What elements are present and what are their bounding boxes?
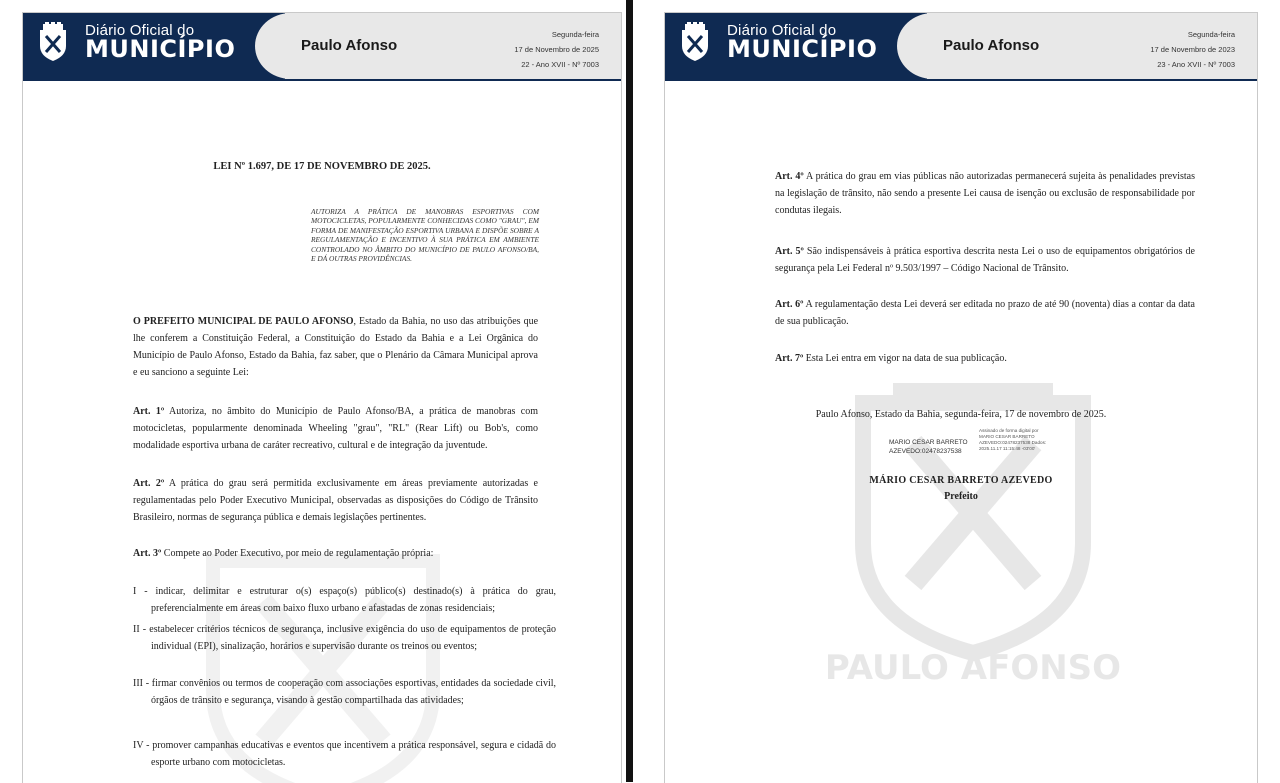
- preamble: [133, 313, 538, 381]
- issue-info: [1150, 27, 1235, 72]
- header-banner: [23, 13, 621, 79]
- issue-weekday: Segunda-feira: [551, 30, 599, 39]
- issue-edition: 23 - Ano XVII - Nº 7003: [1157, 60, 1235, 69]
- article-3-text: Compete ao Poder Executivo, por meio de regulamentação própria:: [161, 548, 434, 559]
- list-item: I - indicar, delimitar e estruturar o(s) espaço(s) público(s) destinado(s) à prática do grau, preferencialmente em áreas com baixo fluxo urbano e afastadas de zonas residenciais;: [133, 586, 556, 614]
- brand-main-text: MUNICÍPIO: [727, 35, 878, 63]
- article-2-text: A prática do grau será permitida exclusivamente em áreas previamente autorizadas e regulamentadas pelo Poder Executivo Municipal, observadas as disposições do Código de Trânsito Brasileiro, normas de segurança pública e demais legislações pertinentes.: [133, 478, 538, 523]
- article-6-label: Art. 6º: [775, 299, 804, 310]
- article-4-label: Art. 4º: [775, 171, 804, 182]
- right-page: [664, 12, 1258, 783]
- article-6: [775, 296, 1195, 330]
- brand-top-text: Diário Oficial do: [727, 22, 837, 39]
- article-7: [775, 350, 1195, 367]
- city-crest-icon: [37, 22, 69, 62]
- issue-date: 17 de Novembro de 2025: [514, 45, 599, 54]
- banner-brand-area: [23, 13, 285, 79]
- list-item: III - firmar convênios ou termos de cooperação com associações esportivas, entidades da sociedade civil, órgãos de trânsito e segurança, visando à gestão compartilhada das atividades;: [133, 678, 556, 706]
- preamble-text: , Estado da Bahia, no uso das atribuições que lhe conferem a Constituição Federal, a Constituição do Estado da Bahia e a Lei Orgânica do Município de Paulo Afonso, Estado da Bahia, faz saber, que o Plenário da Câmara Municipal aprova e eu sanciono a seguinte Lei:: [133, 316, 539, 378]
- article-1-label: Art. 1º: [133, 406, 165, 417]
- left-page: [22, 12, 622, 783]
- article-1: [133, 403, 538, 454]
- left-page-body: [23, 81, 621, 783]
- issue-edition: 22 - Ano XVII - Nº 7003: [521, 60, 599, 69]
- issue-weekday: Segunda-feira: [1187, 30, 1235, 39]
- brand-top-text: Diário Oficial do: [85, 22, 195, 39]
- signer-role: Prefeito: [944, 491, 978, 502]
- signature-name: MARIO CESAR BARRETO AZEVEDO:02478237538: [889, 439, 968, 455]
- list-item: IV - promover campanhas educativas e eventos que incentivem a prática responsável, segura e cidadã do esporte urbano com motocicletas.: [133, 740, 556, 768]
- article-2-label: Art. 2º: [133, 478, 165, 489]
- header-banner: [665, 13, 1257, 79]
- place-and-date: Paulo Afonso, Estado da Bahia, segunda-feira, 17 de novembro de 2025.: [815, 409, 1107, 420]
- article-5-text: São indispensáveis à prática esportiva descrita nesta Lei o uso de equipamentos obrigatórios de segurança pela Lei Federal nº 9.503/1997 – Código Nacional de Trânsito.: [775, 246, 1195, 274]
- law-title: LEI Nº 1.697, DE 17 DE NOVEMBRO DE 2025.: [213, 161, 431, 172]
- city-crest-icon: [679, 22, 711, 62]
- article-4: [775, 168, 1195, 219]
- article-7-text: Esta Lei entra em vigor na data de sua publicação.: [803, 353, 1007, 364]
- watermark-text: PAULO AFONSO: [824, 648, 1122, 683]
- signature-metadata: Assinado de forma digital por MARIO CESAR BARRETO AZEVEDO:02478237538 Dados: 2025.11.17 11:15:48 -03'00': [979, 428, 1047, 451]
- law-summary: AUTORIZA A PRÁTICA DE MANOBRAS ESPORTIVAS COM MOTOCICLETAS, POPULARMENTE CONHECIDAS COMO "GRAU", EM FORMA DE MANIFESTAÇÃO ESPORTIVA URBANA E DISPÕE SOBRE A REGULAMENTAÇÃO E INCENTIVO À SUA PRÁTICA EM AMBIENTE CONTROLADO NO ÂMBITO DO MUNICÍPIO DE PAULO AFONSO/BA, E DÁ OUTRAS PROVIDÊNCIAS.: [311, 207, 539, 264]
- signer-name: MÁRIO CESAR BARRETO AZEVEDO: [869, 475, 1053, 486]
- article-1-text: Autoriza, no âmbito do Município de Paulo Afonso/BA, a prática de manobras com motocicletas, popularmente denominada Wheeling "grau", "RL" (Rear Lift) ou Bob's, como modalidade esportiva urbana de caráter recreativo, cultural e de integração da juventude.: [133, 406, 539, 451]
- right-page-body: [665, 81, 1257, 783]
- article-3-label: Art. 3º: [133, 548, 162, 559]
- preamble-lead: O PREFEITO MUNICIPAL DE PAULO AFONSO: [133, 316, 354, 327]
- article-5-label: Art. 5º: [775, 246, 804, 257]
- city-name: Paulo Afonso: [301, 37, 398, 54]
- banner-brand-area: [665, 13, 927, 79]
- article-6-text: A regulamentação desta Lei deverá ser editada no prazo de até 90 (noventa) dias a contar da data de sua publicação.: [775, 299, 1195, 327]
- article-2: [133, 475, 538, 526]
- issue-info: [514, 27, 599, 72]
- article-7-label: Art. 7º: [775, 353, 804, 364]
- digital-signature: [889, 428, 1049, 468]
- article-5: [775, 243, 1195, 277]
- article-3: [133, 545, 538, 562]
- page-divider: [626, 0, 633, 782]
- article-4-text: A prática do grau em vias públicas não autorizadas permanecerá sujeita às penalidades previstas na legislação de trânsito, não sendo a presente Lei causa de isenção ou exclusão de responsabilidade por condutas ilegais.: [775, 171, 1196, 216]
- brand-main-text: MUNICÍPIO: [85, 35, 236, 63]
- city-name: Paulo Afonso: [943, 37, 1040, 54]
- list-item: II - estabelecer critérios técnicos de segurança, inclusive exigência do uso de equipamentos de proteção individual (EPI), sinalização, horários e supervisão durante os treinos ou eventos;: [133, 624, 556, 652]
- issue-date: 17 de Novembro de 2023: [1150, 45, 1235, 54]
